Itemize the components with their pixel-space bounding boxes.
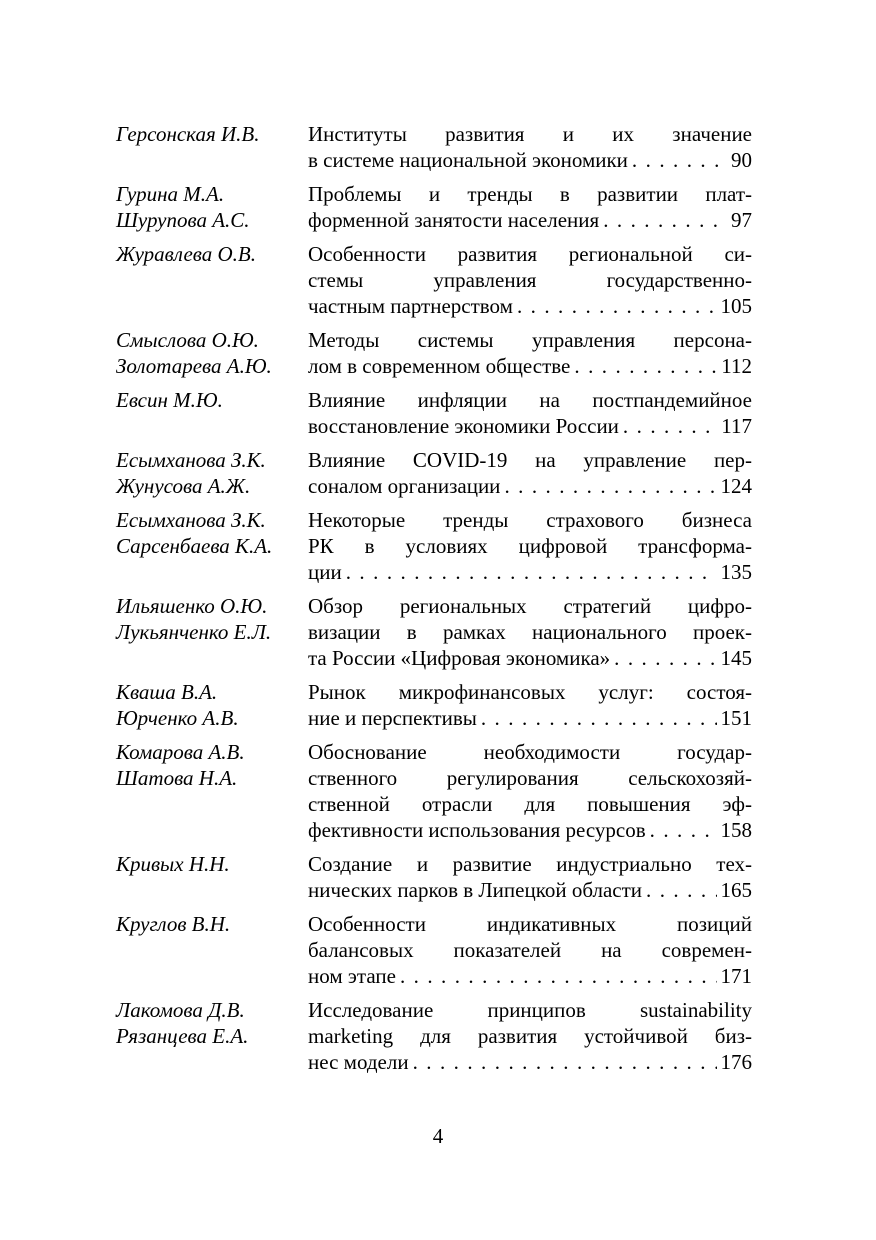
- title-line: Обоснование необходимости государ-: [308, 740, 752, 764]
- page-ref: 165: [720, 878, 752, 902]
- dot-leader: [574, 353, 717, 379]
- page-ref: 176: [720, 1050, 752, 1074]
- entry-title: [308, 851, 752, 903]
- entry-authors: [116, 327, 308, 379]
- title-last-line: ном этапе . . . 171: [308, 963, 752, 989]
- entry-title: [308, 241, 752, 319]
- title-line: ственного регулирования сельскохозяй-: [308, 766, 752, 790]
- entry-authors: [116, 679, 308, 731]
- author-name: Евсин М.Ю.: [116, 388, 223, 412]
- title-line: Влияние COVID-19 на управление пер-: [308, 448, 752, 472]
- title-last-line: лом в современном обществе . . . 112: [308, 353, 752, 379]
- title-line: ственной отрасли для повышения эф-: [308, 792, 752, 816]
- entry-title: [308, 997, 752, 1075]
- toc-entry: [116, 851, 752, 903]
- title-line: Влияние инфляции на постпандемийное: [308, 388, 752, 412]
- entry-authors: [116, 507, 308, 585]
- entry-title: [308, 121, 752, 173]
- dot-leader: [517, 293, 717, 319]
- dot-leader: [400, 963, 717, 989]
- entry-authors: [116, 121, 308, 173]
- toc-entry: [116, 181, 752, 233]
- author-name: Комарова А.В.: [116, 740, 245, 764]
- entry-title: [308, 447, 752, 499]
- title-last-line: та России «Цифровая экономика» . . . 145: [308, 645, 752, 671]
- title-line: Некоторые тренды страхового бизнеса: [308, 508, 752, 532]
- author-name: Смыслова О.Ю.: [116, 328, 259, 352]
- dot-leader: [346, 559, 717, 585]
- title-last-line: соналом организации . . . 124: [308, 473, 752, 499]
- toc-entry: [116, 739, 752, 843]
- author-name: Гурина М.А.: [116, 182, 225, 206]
- page-ref: 112: [721, 354, 752, 378]
- page-ref: 151: [720, 706, 752, 730]
- entry-authors: [116, 593, 308, 671]
- author-name: Кваша В.А.: [116, 680, 218, 704]
- page-ref: 158: [720, 818, 752, 842]
- entry-authors: [116, 447, 308, 499]
- page-ref: 117: [721, 414, 752, 438]
- dot-leader: [623, 413, 717, 439]
- entry-title: [308, 387, 752, 439]
- dot-leader: [632, 147, 727, 173]
- dot-leader: [413, 1049, 717, 1075]
- dot-leader: [614, 645, 716, 671]
- toc-entry: [116, 121, 752, 173]
- entry-title: [308, 181, 752, 233]
- entry-title: [308, 327, 752, 379]
- dot-leader: [603, 207, 727, 233]
- title-line: Проблемы и тренды в развитии плат-: [308, 182, 752, 206]
- author-name: Лакомова Д.В.: [116, 998, 245, 1022]
- author-name: Есымханова З.К.: [116, 508, 266, 532]
- author-name: Золотарева А.Ю.: [116, 354, 272, 378]
- entry-authors: [116, 387, 308, 439]
- title-line: Обзор региональных стратегий цифро-: [308, 594, 752, 618]
- table-of-contents: [116, 121, 752, 1083]
- title-last-line: нических парков в Липецкой области . . . 165: [308, 877, 752, 903]
- toc-entry: [116, 997, 752, 1075]
- author-name: Шурупова А.С.: [116, 208, 250, 232]
- page-ref: 145: [720, 646, 752, 670]
- title-last-line: нес модели . . . 176: [308, 1049, 752, 1075]
- toc-entry: [116, 911, 752, 989]
- title-line: marketing для развития устойчивой биз-: [308, 1024, 752, 1048]
- title-last-line: частным партнерством . . . 105: [308, 293, 752, 319]
- title-last-line: форменной занятости населения . . . 97: [308, 207, 752, 233]
- toc-entry: [116, 679, 752, 731]
- toc-entry: [116, 327, 752, 379]
- entry-authors: [116, 181, 308, 233]
- dot-leader: [650, 817, 717, 843]
- toc-entry: [116, 593, 752, 671]
- title-line: РК в условиях цифровой трансформа-: [308, 534, 752, 558]
- page-ref: 97: [731, 208, 752, 232]
- title-last-line: в системе национальной экономики . . . 90: [308, 147, 752, 173]
- author-name: Кривых Н.Н.: [116, 852, 230, 876]
- title-line: Методы системы управления персона-: [308, 328, 752, 352]
- author-name: Ильяшенко О.Ю.: [116, 594, 268, 618]
- title-last-line: ции . . . 135: [308, 559, 752, 585]
- toc-entry: [116, 447, 752, 499]
- title-line: Рынок микрофинансовых услуг: состоя-: [308, 680, 752, 704]
- title-line: Особенности индикативных позиций: [308, 912, 752, 936]
- toc-entry: [116, 507, 752, 585]
- page-ref: 124: [720, 474, 752, 498]
- entry-authors: [116, 911, 308, 989]
- dot-leader: [504, 473, 716, 499]
- title-line: Особенности развития региональной си-: [308, 242, 752, 266]
- author-name: Есымханова З.К.: [116, 448, 266, 472]
- title-last-line: восстановление экономики России . . . 117: [308, 413, 752, 439]
- title-line: балансовых показателей на современ-: [308, 938, 752, 962]
- page-number: 4: [432, 1124, 444, 1148]
- entry-title: [308, 911, 752, 989]
- dot-leader: [646, 877, 716, 903]
- author-name: Рязанцева Е.А.: [116, 1024, 249, 1048]
- entry-title: [308, 593, 752, 671]
- page-ref: 135: [720, 560, 752, 584]
- title-line: Исследование принципов sustainability: [308, 998, 752, 1022]
- entry-title: [308, 507, 752, 585]
- author-name: Журавлева О.В.: [116, 242, 256, 266]
- entry-authors: [116, 739, 308, 843]
- entry-authors: [116, 241, 308, 319]
- title-line: стемы управления государственно-: [308, 268, 752, 292]
- author-name: Лукьянченко Е.Л.: [116, 620, 272, 644]
- title-last-line: фективности использования ресурсов . . . 158: [308, 817, 752, 843]
- page-ref: 90: [731, 148, 752, 172]
- author-name: Юрченко А.В.: [116, 706, 239, 730]
- dot-leader: [481, 705, 717, 731]
- title-last-line: ние и перспективы . . . 151: [308, 705, 752, 731]
- author-name: Жунусова А.Ж.: [116, 474, 251, 498]
- toc-entry: [116, 241, 752, 319]
- author-name: Сарсенбаева К.А.: [116, 534, 273, 558]
- entry-authors: [116, 997, 308, 1075]
- page-ref: 105: [720, 294, 752, 318]
- entry-title: [308, 679, 752, 731]
- page-ref: 171: [720, 964, 752, 988]
- entry-title: [308, 739, 752, 843]
- author-name: Шатова Н.А.: [116, 766, 238, 790]
- title-line: Институты развития и их значение: [308, 122, 752, 146]
- toc-entry: [116, 387, 752, 439]
- entry-authors: [116, 851, 308, 903]
- author-name: Герсонская И.В.: [116, 122, 260, 146]
- title-line: визации в рамках национального проек-: [308, 620, 752, 644]
- author-name: Круглов В.Н.: [116, 912, 231, 936]
- title-line: Создание и развитие индустриально тех-: [308, 852, 752, 876]
